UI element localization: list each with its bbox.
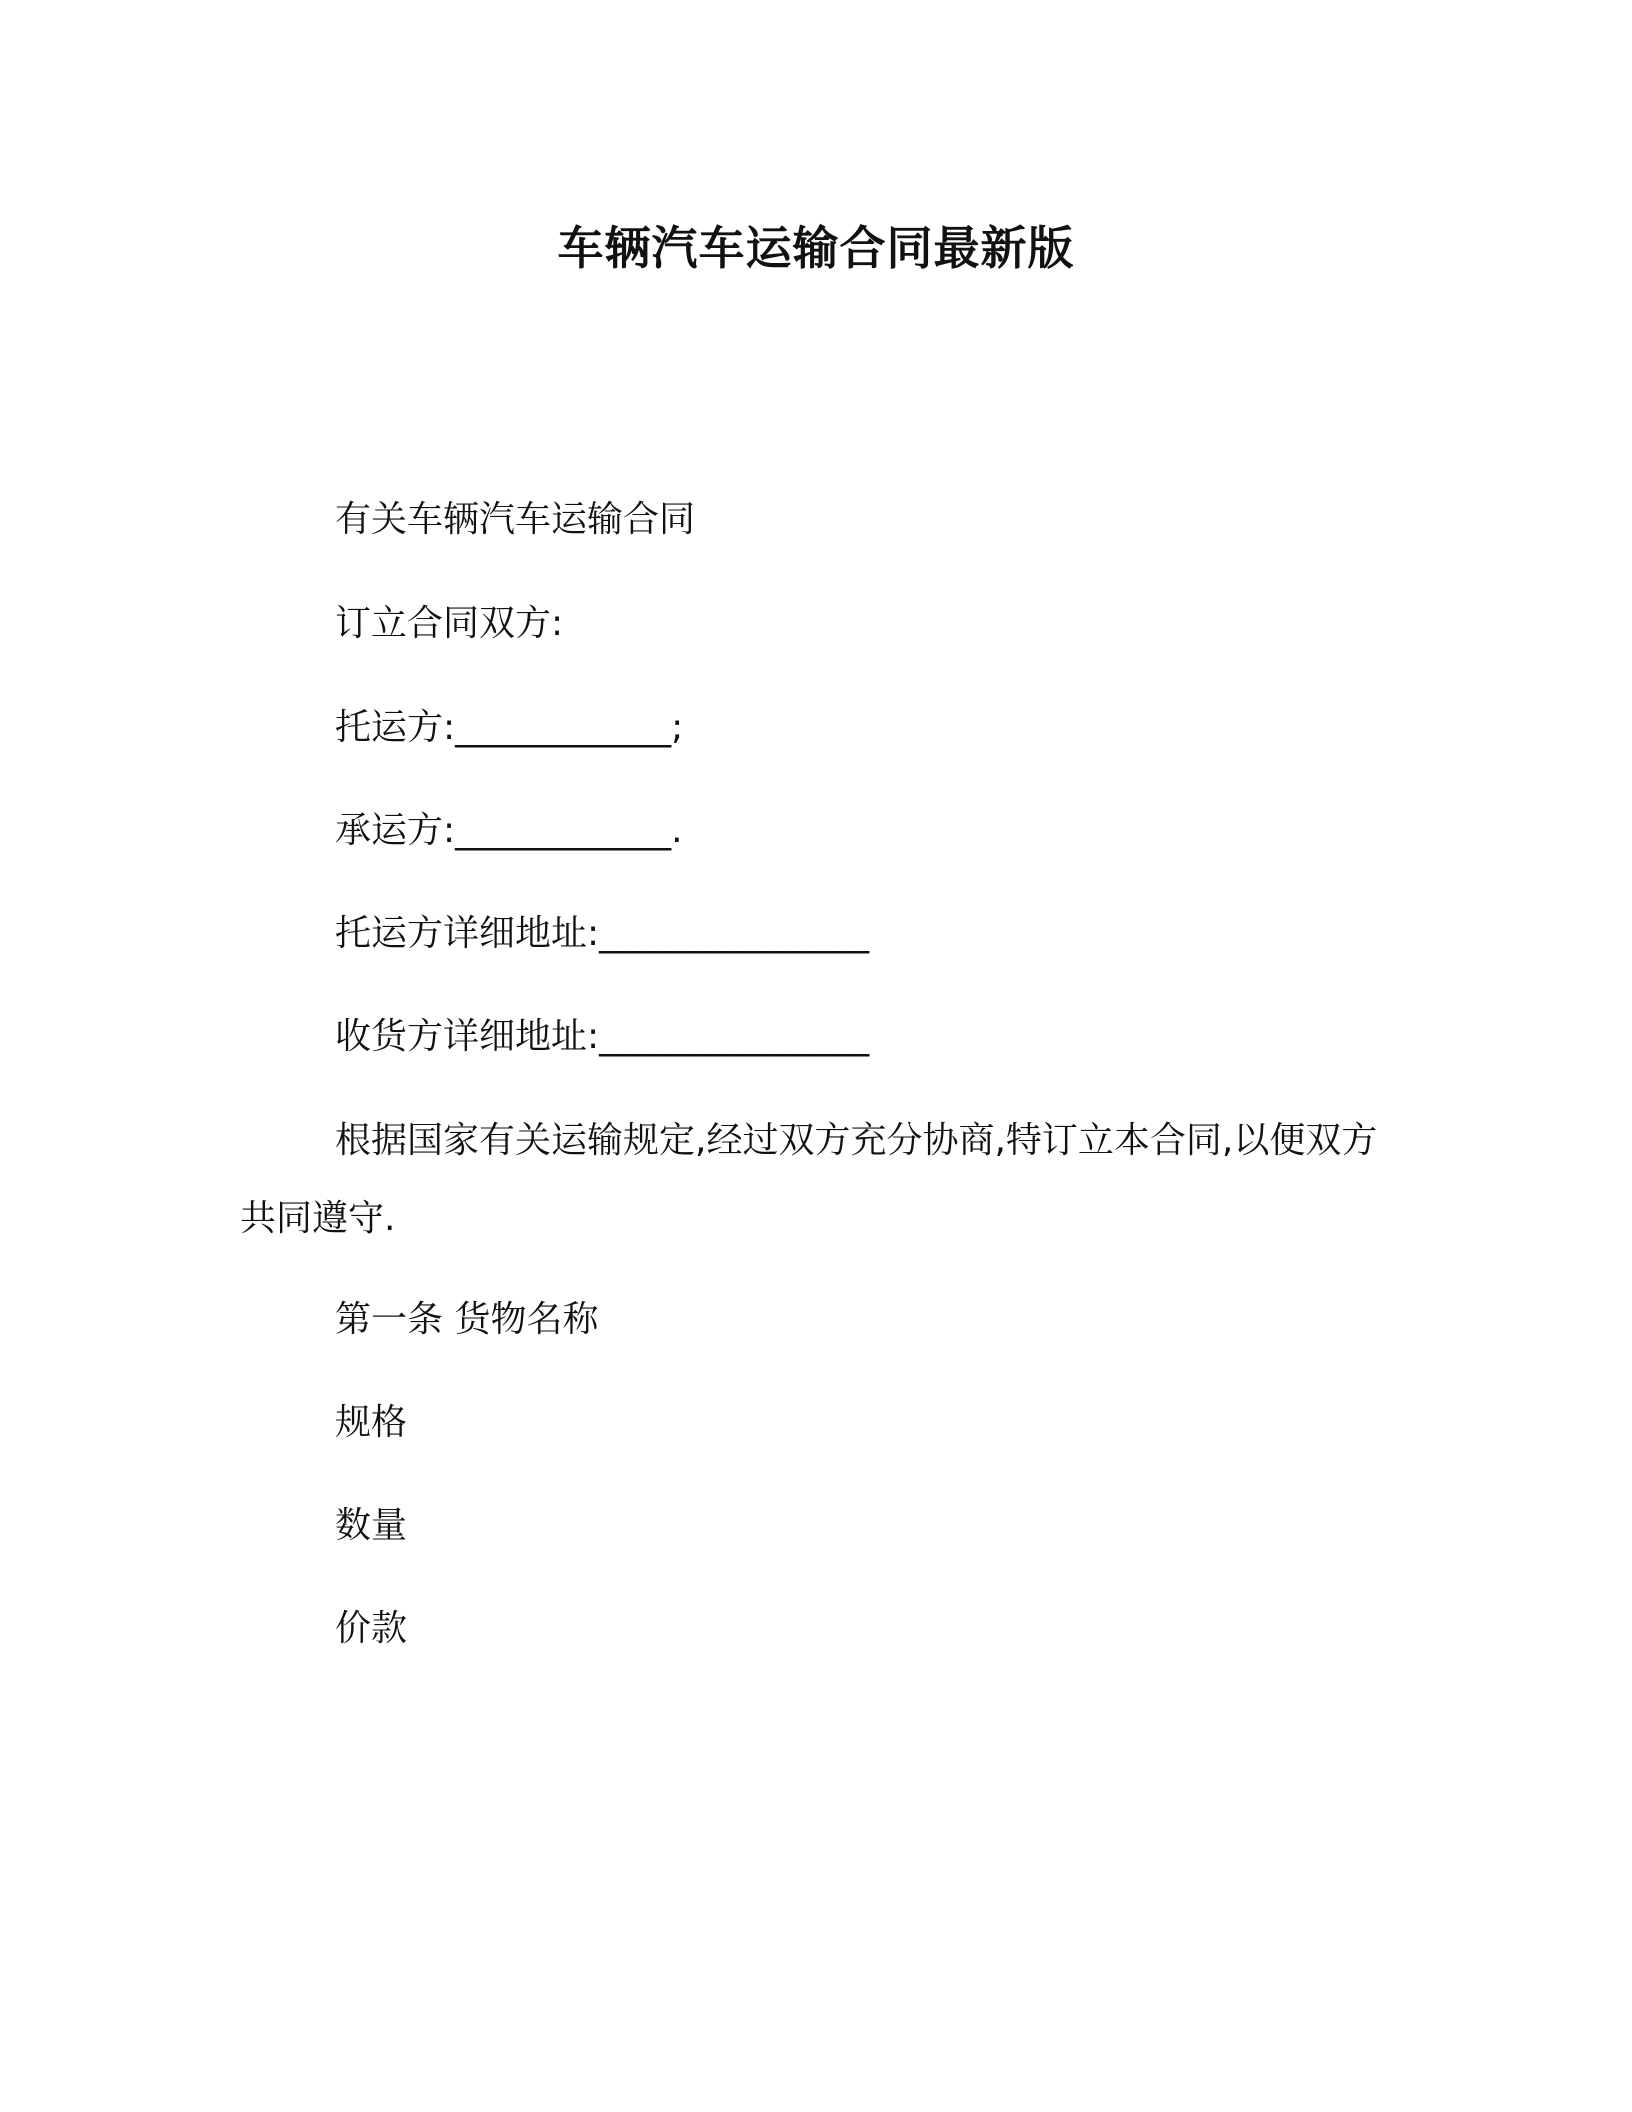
- price-label: 价款: [335, 1608, 408, 1649]
- agreement-paragraph: 根据国家有关运输规定,经过双方充分协商,特订立本合同,以便双方共同遵守.: [240, 1120, 1378, 1239]
- shipper-address-field: 托运方详细地址:_______________: [335, 913, 870, 954]
- document-title: 车辆汽车运输合同最新版: [557, 221, 1075, 275]
- quantity-label: 数量: [335, 1505, 408, 1546]
- specification-label: 规格: [335, 1402, 408, 1443]
- article-one-goods-name: 第一条 货物名称: [335, 1299, 599, 1340]
- carrier-field: 承运方:____________.: [335, 810, 683, 851]
- contract-heading: 有关车辆汽车运输合同: [335, 499, 696, 540]
- parties-label: 订立合同双方:: [335, 603, 564, 644]
- consignee-address-field: 收货方详细地址:_______________: [335, 1016, 870, 1057]
- shipper-field: 托运方:____________;: [335, 707, 684, 748]
